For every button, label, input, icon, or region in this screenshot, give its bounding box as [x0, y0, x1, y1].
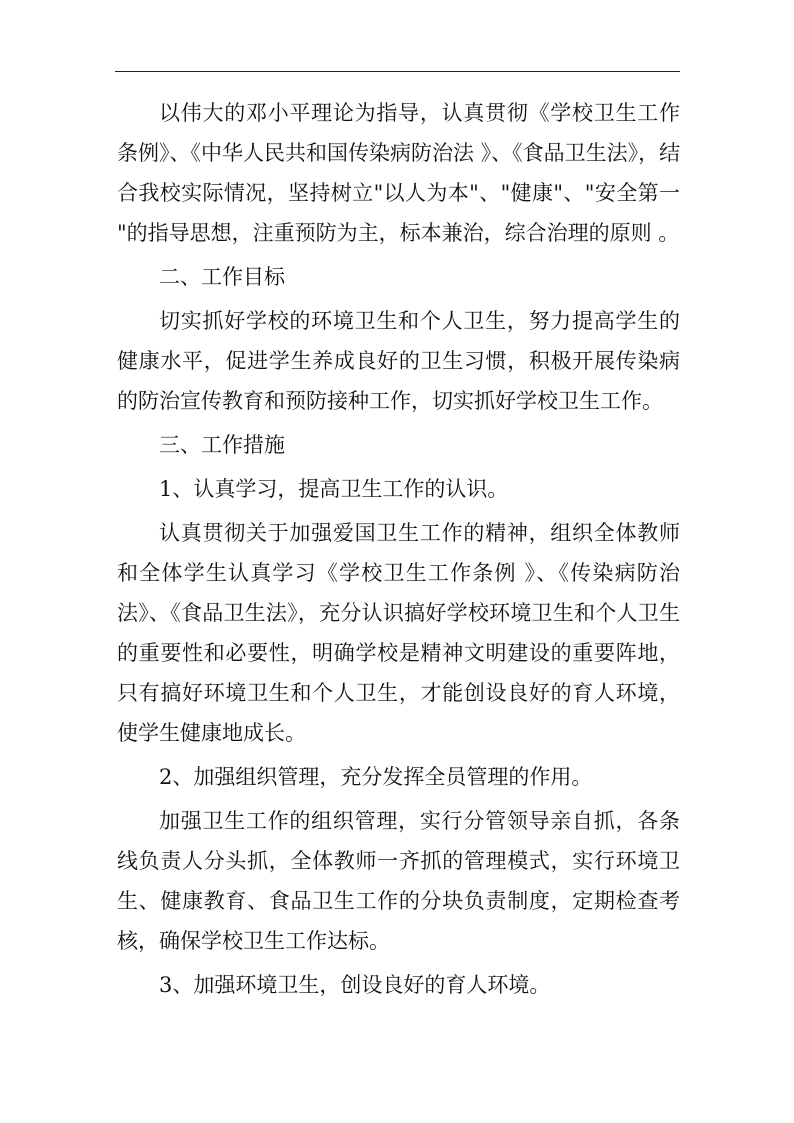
text-line: 健康水平，促进学生养成良好的卫生习惯，积极开展传染病	[117, 349, 680, 373]
text-line: 的防治宣传教育和预防接种工作，切实抓好学校卫生工作。	[117, 389, 663, 413]
text-line: 三、工作措施	[159, 433, 285, 457]
text-line: 3、加强环境卫生，创设良好的育人环境。	[159, 973, 551, 997]
paragraph	[117, 301, 680, 421]
text-line: 法》、《食品卫生法》，充分认识搞好学校环境卫生和个人卫生	[117, 601, 680, 625]
text-line: 核，确保学校卫生工作达标。	[117, 929, 390, 953]
paragraph	[117, 801, 680, 961]
section-heading	[117, 469, 680, 509]
paragraph	[117, 93, 680, 253]
text-line: 2、加强组织管理，充分发挥全员管理的作用。	[159, 765, 593, 789]
section-heading	[117, 425, 680, 465]
section-heading	[117, 965, 680, 1005]
text-line: 切实抓好学校的环境卫生和个人卫生，努力提高学生的	[159, 309, 680, 333]
text-line: 使学生健康地成长。	[117, 721, 306, 745]
text-line: 的重要性和必要性，明确学校是精神文明建设的重要阵地，	[117, 641, 680, 665]
text-line: 线负责人分头抓，全体教师一齐抓的管理模式，实行环境卫	[117, 849, 680, 873]
header-rule	[115, 71, 680, 72]
text-line: 生、健康教育、食品卫生工作的分块负责制度，定期检查考	[117, 889, 680, 913]
text-line: 二、工作目标	[159, 265, 285, 289]
text-line: 合我校实际情况，坚持树立"以人为本"、"健康"、"安全第一	[117, 181, 680, 205]
section-heading	[117, 757, 680, 797]
text-line: 认真贯彻关于加强爱国卫生工作的精神，组织全体教师	[159, 521, 680, 545]
text-line: 加强卫生工作的组织管理，实行分管领导亲自抓，各条	[159, 809, 680, 833]
text-line: 以伟大的邓小平理论为指导，认真贯彻《学校卫生工作	[159, 101, 680, 125]
text-line: 和全体学生认真学习《学校卫生工作条例 》、《传染病防治	[117, 561, 680, 585]
text-line: "的指导思想，注重预防为主，标本兼治，综合治理的原则 。	[117, 221, 680, 245]
paragraph	[117, 513, 680, 753]
text-line: 1、认真学习，提高卫生工作的认识。	[159, 477, 509, 501]
section-heading	[117, 257, 680, 297]
text-line: 只有搞好环境卫生和个人卫生，才能创设良好的育人环境，	[117, 681, 680, 705]
text-line: 条例》、《中华人民共和国传染病防治法 》、《食品卫生法》，结	[117, 141, 680, 165]
document-body	[117, 93, 680, 1005]
